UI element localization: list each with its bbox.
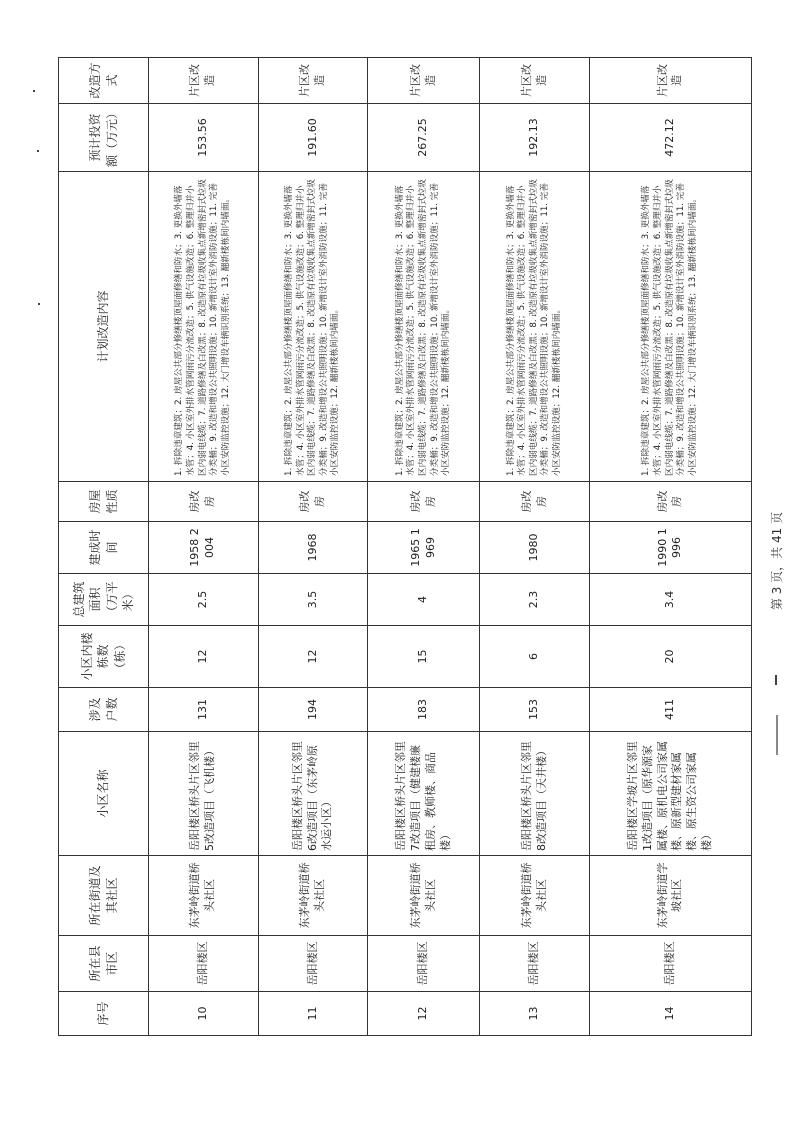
cell-year: 1965 1969 xyxy=(368,522,480,574)
cell-method: 片区改造 xyxy=(149,58,259,104)
cell-seq: 12 xyxy=(368,992,480,1036)
cell-investment: 267.25 xyxy=(368,104,480,172)
header-method: 改造方式 xyxy=(59,58,149,104)
cell-plan: 1. 拆除违章建筑；2. 房屋公共部分修缮楼顶屋面修缮和防水；3. 更换外墙落水管；4. 小区室外排水管网雨污分流改造；5. 供气设施改造；6. 整理归并小区内弱电线缆；7. 道路修缮及白改黑；8. 改造原有垃圾收集点新增密封式垃圾分类桶；9. 改造和增设公共照明设施；10. 新增设计室外消防设施；11. 完善小区安防监控设施；12. 大门增设车辆识别系统；13. 翻新楼栋间内墙面。 xyxy=(589,172,751,482)
header-community: 小区名称 xyxy=(59,732,149,856)
header-year: 建成时间 xyxy=(59,522,149,574)
cell-street: 东茅岭街道桥头社区 xyxy=(368,856,480,936)
cell-area: 2.5 xyxy=(149,574,259,626)
cell-nature: 房改房 xyxy=(258,482,368,522)
cell-buildings: 12 xyxy=(258,626,368,688)
cell-households: 183 xyxy=(368,688,480,732)
scan-speck xyxy=(33,90,35,92)
cell-buildings: 15 xyxy=(368,626,480,688)
cell-investment: 472.12 xyxy=(589,104,751,172)
cell-nature: 房改房 xyxy=(368,482,480,522)
cell-method: 片区改造 xyxy=(589,58,751,104)
scan-speck xyxy=(38,303,40,305)
cell-county: 岳阳楼区 xyxy=(258,936,368,992)
cell-households: 153 xyxy=(480,688,590,732)
cell-area: 4 xyxy=(368,574,480,626)
cell-nature: 房改房 xyxy=(149,482,259,522)
cell-plan: 1. 拆除违章建筑；2. 房屋公共部分修缮楼顶屋面修缮和防水；3. 更换外墙落水管；4. 小区室外排水管网雨污分流改造；5. 供气设施改造；6. 整理归并小区内弱电线缆；7. 道路修缮及白改黑；8. 改造原有垃圾收集点新增密封式垃圾分类桶；9. 改造和增设公共照明设施；10. 新增设计室外消防设施；11. 完善小区安防监控设施；12. 大门增设车辆识别系统；13. 翻新楼栋间内墙面。 xyxy=(149,172,259,482)
cell-year: 1968 xyxy=(258,522,368,574)
header-nature: 房屋性质 xyxy=(59,482,149,522)
cell-method: 片区改造 xyxy=(368,58,480,104)
header-county: 所在县市区 xyxy=(59,936,149,992)
cell-community: 岳阳楼区学坡片区邻里1改造项目（原华源家属楼、原机电公司家属楼、原新型建材家属楼、原生资公司家属楼） xyxy=(589,732,751,856)
cell-county: 岳阳楼区 xyxy=(368,936,480,992)
cell-buildings: 6 xyxy=(480,626,590,688)
cell-seq: 14 xyxy=(589,992,751,1036)
scan-speck xyxy=(775,675,777,685)
table-row xyxy=(149,58,259,1036)
cell-plan: 1. 拆除违章建筑；2. 房屋公共部分修缮楼顶屋面修缮和防水；3. 更换外墙落水管；4. 小区室外排水管网雨污分流改造；5. 供气设施改造；6. 整理归并小区内弱电线缆；7. 道路修缮及白改黑；8. 改造原有垃圾收集点新增密封式垃圾分类桶；9. 改造和增设公共照明设施；10. 新增设计室外消防设施；11. 完善小区安防监控设施；12. 翻新楼栋间内墙面。 xyxy=(368,172,480,482)
header-area: 总建筑面积（万平米） xyxy=(59,574,149,626)
cell-buildings: 12 xyxy=(149,626,259,688)
table-row xyxy=(258,58,368,1036)
header-buildings: 小区内楼栋数（栋） xyxy=(59,626,149,688)
cell-year: 1990 1996 xyxy=(589,522,751,574)
cell-method: 片区改造 xyxy=(480,58,590,104)
cell-households: 194 xyxy=(258,688,368,732)
cell-method: 片区改造 xyxy=(258,58,368,104)
scan-speck xyxy=(776,715,778,755)
header-street: 所在街道及其社区 xyxy=(59,856,149,936)
cell-county: 岳阳楼区 xyxy=(149,936,259,992)
cell-community: 岳阳楼区桥头片区邻里8改造项目（天井楼） xyxy=(480,732,590,856)
cell-plan: 1. 拆除违章建筑；2. 房屋公共部分修缮楼顶屋面修缮和防水；3. 更换外墙落水管；4. 小区室外排水管网雨污分流改造；5. 供气设施改造；6. 整理归并小区内弱电线缆；7. 道路修缮及白改黑；8. 改造原有垃圾收集点新增密封式垃圾分类桶；9. 改造和增设公共照明设施；10. 新增设计室外消防设施；11. 完善小区安防监控设施；12. 翻新楼栋间内墙面。 xyxy=(258,172,368,482)
cell-community: 岳阳楼区桥头片区邻里6改造项目（东茅岭原水运小区） xyxy=(258,732,368,856)
cell-nature: 房改房 xyxy=(480,482,590,522)
cell-households: 411 xyxy=(589,688,751,732)
header-plan: 计划改造内容 xyxy=(59,172,149,482)
cell-households: 131 xyxy=(149,688,259,732)
cell-seq: 10 xyxy=(149,992,259,1036)
cell-street: 东茅岭街道桥头社区 xyxy=(480,856,590,936)
header-investment: 预计投资额（万元） xyxy=(59,104,149,172)
cell-investment: 192.13 xyxy=(480,104,590,172)
header-seq: 序号 xyxy=(59,992,149,1036)
page-footer: 第 3 页，共 41 页 xyxy=(770,511,784,611)
cell-area: 3.5 xyxy=(258,574,368,626)
cell-seq: 13 xyxy=(480,992,590,1036)
cell-year: 1958 2004 xyxy=(149,522,259,574)
renovation-table xyxy=(58,57,752,1036)
cell-buildings: 20 xyxy=(589,626,751,688)
cell-investment: 191.60 xyxy=(258,104,368,172)
scan-speck xyxy=(37,150,39,152)
cell-year: 1980 xyxy=(480,522,590,574)
cell-street: 东茅岭街道桥头社区 xyxy=(258,856,368,936)
cell-county: 岳阳楼区 xyxy=(589,936,751,992)
cell-seq: 11 xyxy=(258,992,368,1036)
table-row xyxy=(368,58,480,1036)
cell-nature: 房改房 xyxy=(589,482,751,522)
cell-area: 3.4 xyxy=(589,574,751,626)
cell-county: 岳阳楼区 xyxy=(480,936,590,992)
table-row xyxy=(480,58,590,1036)
table-row xyxy=(589,58,751,1036)
cell-investment: 153.56 xyxy=(149,104,259,172)
cell-area: 2.3 xyxy=(480,574,590,626)
cell-plan: 1. 拆除违章建筑；2. 房屋公共部分修缮楼顶屋面修缮和防水；3. 更换外墙落水管；4. 小区室外排水管网雨污分流改造；5. 供气设施改造；6. 整理归并小区内弱电线缆；7. 道路修缮及白改黑；8. 改造原有垃圾收集点新增密封式垃圾分类桶；9. 改造和增设公共照明设施；10. 新增设计室外消防设施；11. 完善小区安防监控设施；12. 翻新楼栋间内墙面。 xyxy=(480,172,590,482)
cell-community: 岳阳楼区桥头片区邻里5改造项目（飞机楼） xyxy=(149,732,259,856)
header-row xyxy=(59,58,149,1036)
header-households: 涉及户数 xyxy=(59,688,149,732)
cell-street: 东茅岭街道桥头社区 xyxy=(149,856,259,936)
cell-community: 岳阳楼区桥头片区邻里7改造项目（健建楼廉租房、教师楼、商品楼） xyxy=(368,732,480,856)
cell-street: 东茅岭街道学坡社区 xyxy=(589,856,751,936)
